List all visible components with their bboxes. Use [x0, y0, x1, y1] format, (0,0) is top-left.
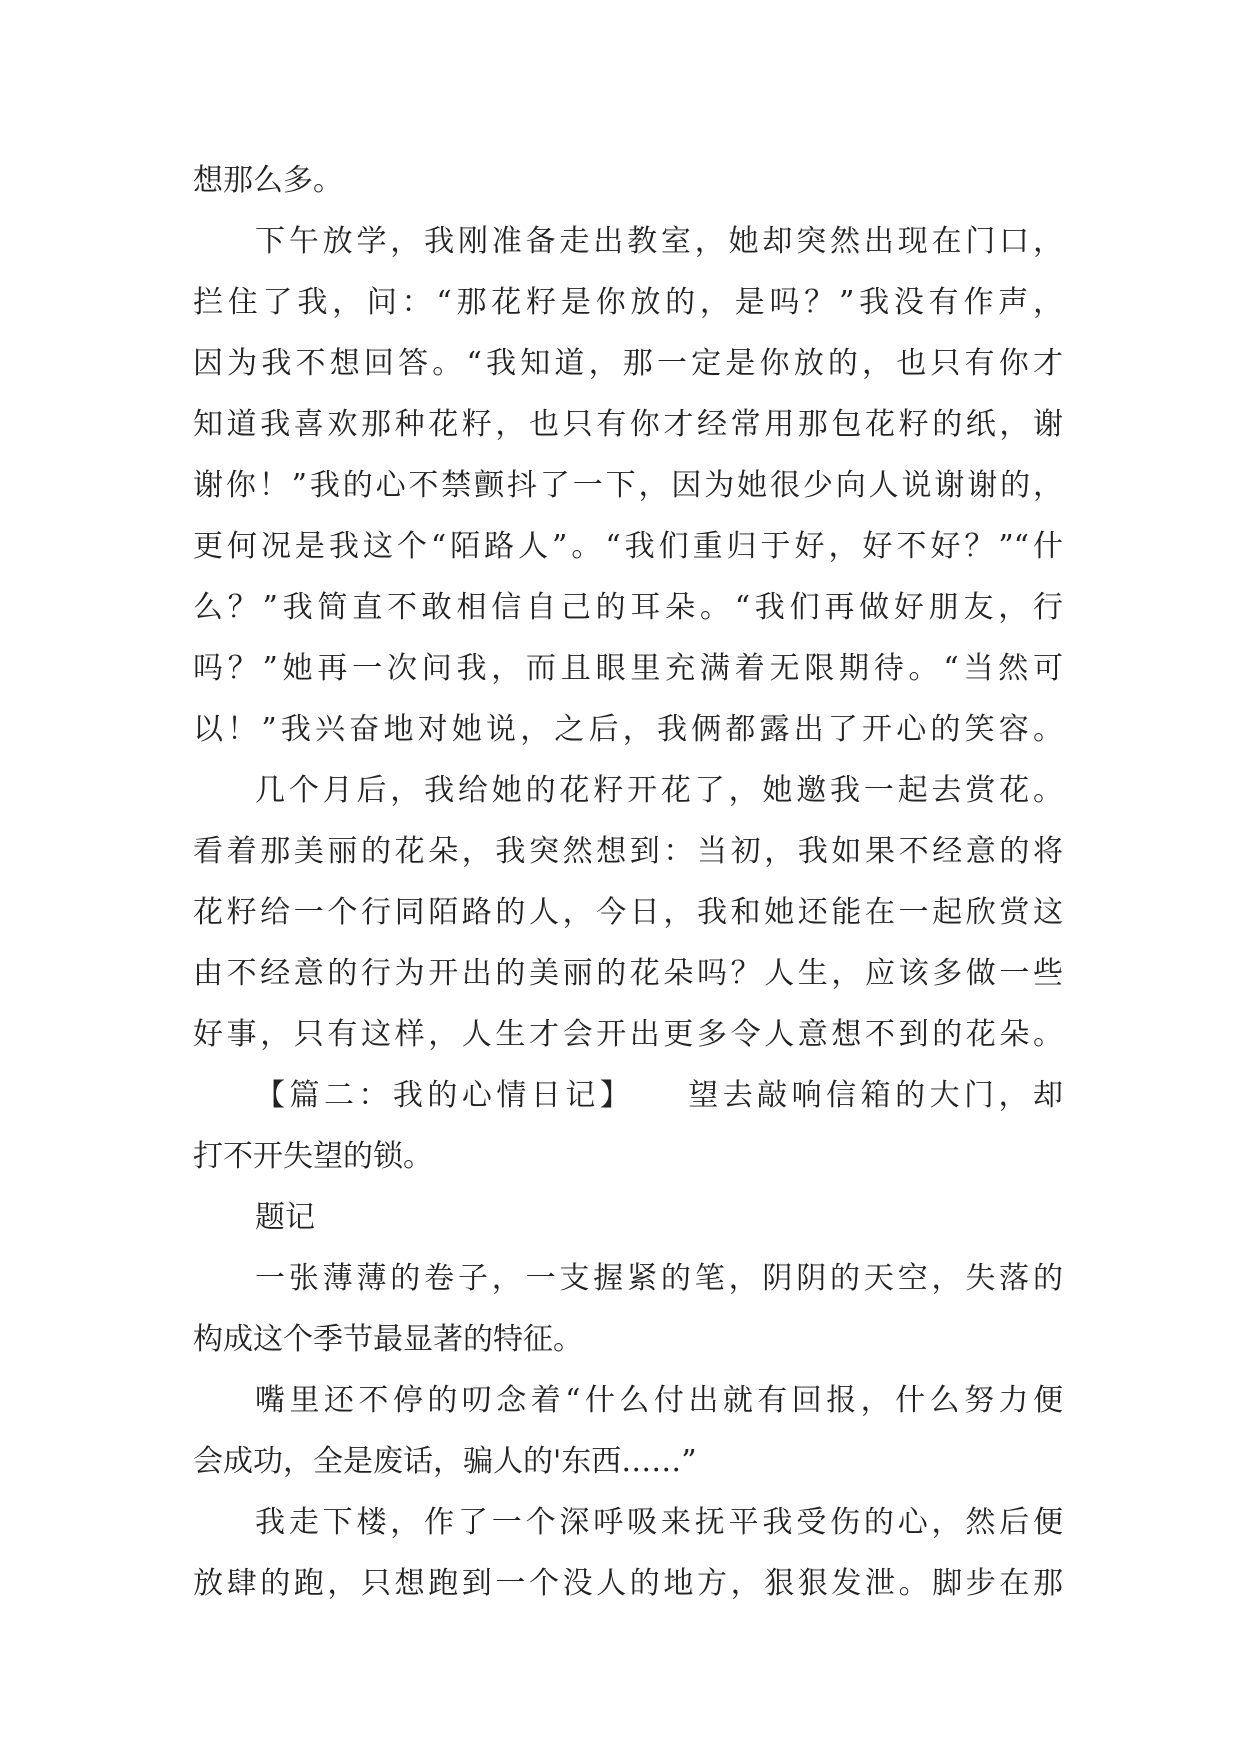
text-line: 放肆的跑，只想跑到一个没人的地方，狠狠发泄。脚步在那	[193, 1566, 1063, 1601]
text-line: 以！”我兴奋地对她说，之后，我俩都露出了开心的笑容。	[193, 712, 1063, 747]
text-line: 更何况是我这个“陌路人”。“我们重归于好，好不好？”“什	[193, 529, 1063, 564]
text-line: 几个月后，我给她的花籽开花了，她邀我一起去赏花。	[255, 773, 1063, 808]
text-line: 看着那美丽的花朵，我突然想到：当初，我如果不经意的将	[193, 834, 1063, 869]
text-line: 花籽给一个行同陌路的人，今日，我和她还能在一起欣赏这	[193, 895, 1063, 930]
text-line: 知道我喜欢那种花籽，也只有你才经常用那包花籽的纸，谢	[193, 407, 1063, 442]
text-line: 么？”我简直不敢相信自己的耳朵。“我们再做好朋友，行	[193, 590, 1063, 625]
text-line: 拦住了我，问：“那花籽是你放的，是吗？”我没有作声，	[193, 285, 1063, 320]
text-line: 嘴里还不停的叨念着“什么付出就有回报，什么努力便	[255, 1383, 1063, 1418]
text-line: 构成这个季节最显著的特征。	[193, 1322, 583, 1357]
text-line: 好事，只有这样，人生才会开出更多令人意想不到的花朵。	[193, 1017, 1063, 1052]
text-line: 会成功，全是废话，骗人的'东西……”	[193, 1444, 697, 1479]
text-line: 我走下楼，作了一个深呼吸来抚平我受伤的心，然后便	[255, 1505, 1063, 1540]
text-line: 想那么多。	[193, 163, 343, 198]
text-line: 【篇二：我的心情日记】 望去敲响信箱的大门，却	[255, 1078, 1063, 1113]
document-body	[193, 150, 1063, 1614]
text-line: 下午放学，我刚准备走出教室，她却突然出现在门口，	[255, 224, 1063, 259]
text-line: 因为我不想回答。“我知道，那一定是你放的，也只有你才	[193, 346, 1063, 381]
text-line: 吗？”她再一次问我，而且眼里充满着无限期待。“当然可	[193, 651, 1063, 686]
text-line: 谢你！”我的心不禁颤抖了一下，因为她很少向人说谢谢的，	[193, 468, 1063, 503]
text-line: 题记	[255, 1200, 315, 1235]
text-line: 一张薄薄的卷子，一支握紧的笔，阴阴的天空，失落的	[255, 1261, 1063, 1296]
text-line: 由不经意的行为开出的美丽的花朵吗？人生，应该多做一些	[193, 956, 1063, 991]
text-line: 打不开失望的锁。	[193, 1139, 433, 1174]
